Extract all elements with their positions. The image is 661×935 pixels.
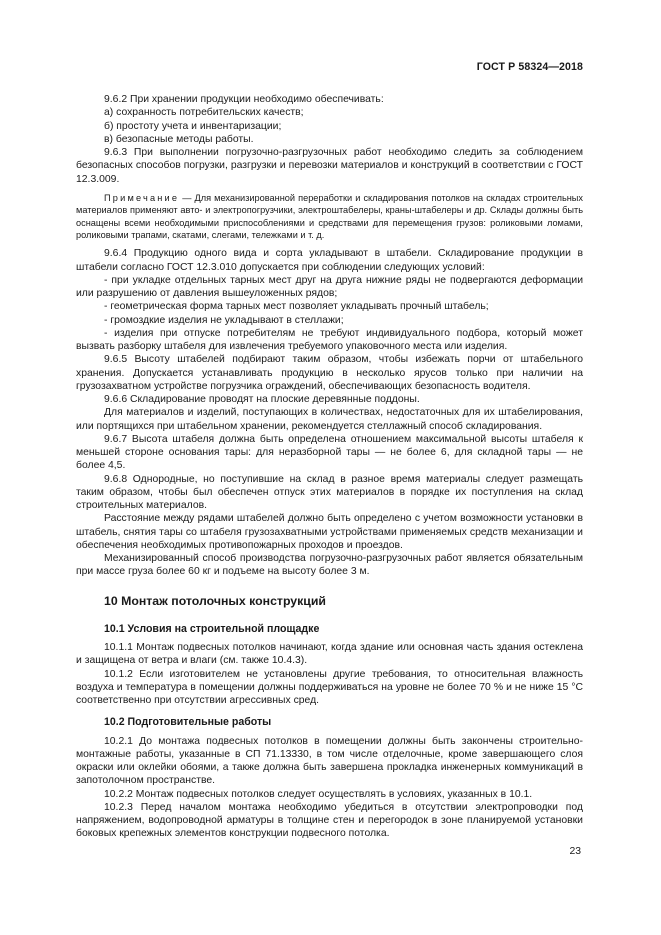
body-paragraph	[76, 314, 583, 327]
body-paragraph	[76, 641, 583, 668]
paragraph-text: 9.6.7 Высота штабеля должна быть определена отношением максимальной высоты штабеля к меньшей стороне основания тары: для неразборной тары — не более 6, для складной тары — не более 4,5.	[76, 433, 583, 472]
paragraph-text: 9.6.5 Высоту штабелей подбирают таким образом, чтобы избежать порчи от штабельного хранения. Допускается устанавливать продукцию в несколько ярусов только при наличии на грузозахватном устройстве погрузчика ограждений, обеспечивающих безопасность водителя.	[76, 354, 583, 392]
paragraph-text: 10.1.2 Если изготовителем не установлены другие требования, то относительная влажность воздуха и температура в помещении должны поддерживаться на уровне не более 70 % и не ниже 15 °С соответственно при отсутствии агрессивных сред.	[76, 668, 583, 707]
paragraph-text: в) безопасные методы работы.	[104, 133, 254, 145]
section-heading: 10 Монтаж потолочных конструкций	[104, 593, 326, 608]
paragraph-text: Механизированный способ производства погрузочно-разгрузочных работ является обязательным при массе груза более 60 кг и подъеме на высоту более 3 м.	[76, 553, 583, 578]
body-paragraph	[76, 552, 583, 579]
paragraph-text: - громоздкие изделия не укладывают в стеллажи;	[104, 314, 344, 326]
paragraph-text: 10.2.2 Монтаж подвесных потолков следует осуществлять в условиях, указанных в 10.1.	[104, 788, 533, 800]
body-paragraph	[76, 300, 583, 313]
document-body	[76, 93, 583, 841]
paragraph-text: Расстояние между рядами штабелей должно быть определено с учетом возможности установки в штабель, снятия тары со штабеля грузозахватными устройствами применяемых средств механизации и обеспечения необходимых противопожарных проходов и проездов.	[76, 513, 583, 551]
paragraph-text: б) простоту учета и инвентаризации;	[104, 120, 282, 132]
document-code-header: ГОСТ Р 58324—2018	[476, 61, 583, 73]
body-paragraph	[76, 247, 583, 274]
paragraph-text: 9.6.4 Продукцию одного вида и сорта укладывают в штабели. Складирование продукции в штабели согласно ГОСТ 12.3.010 допускается при соблюдении следующих условий:	[76, 248, 583, 273]
body-paragraph	[76, 353, 583, 393]
body-paragraph	[76, 788, 583, 801]
body-paragraph	[76, 668, 583, 708]
paragraph-text: - геометрическая форма тарных мест позволяет укладывать прочный штабель;	[104, 301, 489, 313]
paragraph-text: а) сохранность потребительских качеств;	[104, 107, 304, 119]
note-paragraph	[76, 192, 583, 242]
paragraph-text: 9.6.2 При хранении продукции необходимо обеспечивать:	[104, 94, 384, 105]
page-number: 23	[569, 846, 581, 857]
paragraph-text: 9.6.8 Однородные, но поступившие на склад в разное время материалы следует размещать таким образом, чтобы был обеспечен отпуск этих материалов в порядке их поступления на склад строительных материалов.	[76, 473, 583, 512]
paragraph-text: 10.2.3 Перед началом монтажа необходимо убедиться в отсутствии электропроводки под напряжением, водопроводной арматуры в толщине стен и перегородок в зоне планируемой установки боковых крепежных элементов конструкции подвесного потолка.	[76, 801, 583, 840]
body-paragraph	[76, 106, 583, 119]
paragraph-text: - изделия при отпуске потребителям не требуют индивидуального подбора, который может вызвать разборку штабеля для извлечения требуемого упаковочного места или изделия.	[76, 327, 583, 353]
body-paragraph	[76, 120, 583, 133]
paragraph-text: 10.1.1 Монтаж подвесных потолков начинают, когда здание или основная часть здания остеклена и защищена от ветра и влаги (см. также 10.4.3).	[76, 642, 583, 667]
body-paragraph	[76, 274, 583, 301]
body-paragraph	[76, 735, 583, 788]
body-paragraph	[76, 801, 583, 841]
paragraph-text: Для материалов и изделий, поступающих в количествах, недостаточных для их штабелирования, или портящихся при штабельном хранении, рекомендуется стеллажный способ складирования.	[76, 407, 583, 432]
paragraph-text: 9.6.6 Складирование проводят на плоские деревянные поддоны.	[104, 394, 420, 406]
body-paragraph	[76, 512, 583, 552]
body-paragraph	[76, 133, 583, 146]
body-paragraph	[76, 473, 583, 513]
body-paragraph	[76, 327, 583, 354]
subsection-heading: 10.1 Условия на строительной площадке	[104, 622, 320, 635]
body-paragraph	[76, 146, 583, 186]
body-paragraph	[76, 93, 583, 106]
subsection-heading: 10.2 Подготовительные работы	[104, 716, 272, 729]
body-paragraph	[76, 393, 583, 406]
paragraph-text: 10.2.1 До монтажа подвесных потолков в помещении должны быть закончены строительно-монтажные работы, указанные в СП 71.13330, в том числе отделочные, кроме завершающего слоя окраски или оклейки обоями, а также должна быть завершена прокладка инженерных коммуникаций в запотолочном пространстве.	[76, 735, 583, 787]
body-paragraph	[76, 406, 583, 433]
paragraph-text: 9.6.3 При выполнении погрузочно-разгрузочных работ необходимо следить за соблюдением безопасных способов погрузки, разгрузки и перевозки материалов и конструкций в соответствии с ГОСТ 12.3.009.	[76, 147, 583, 185]
body-paragraph	[76, 433, 583, 473]
paragraph-text: - при укладке отдельных тарных мест друг на друга нижние ряды не подвергаются деформации или разрушению от давления вышеуложенных рядов;	[76, 274, 583, 300]
note-label: Примечание	[104, 192, 180, 203]
note-text: — Для механизированной переработки и складирования потолков на складах строительных материалов применяют авто- и электропогрузчики, электроштабелеры, краны-штабелеры и др. Склады должны быть оснащены всеми необходимыми приспособлениями и средствами для перемещения грузов: роликовыми ломами, роликовыми трапами, скатами, слегами, тележками и т. д.	[76, 192, 583, 240]
